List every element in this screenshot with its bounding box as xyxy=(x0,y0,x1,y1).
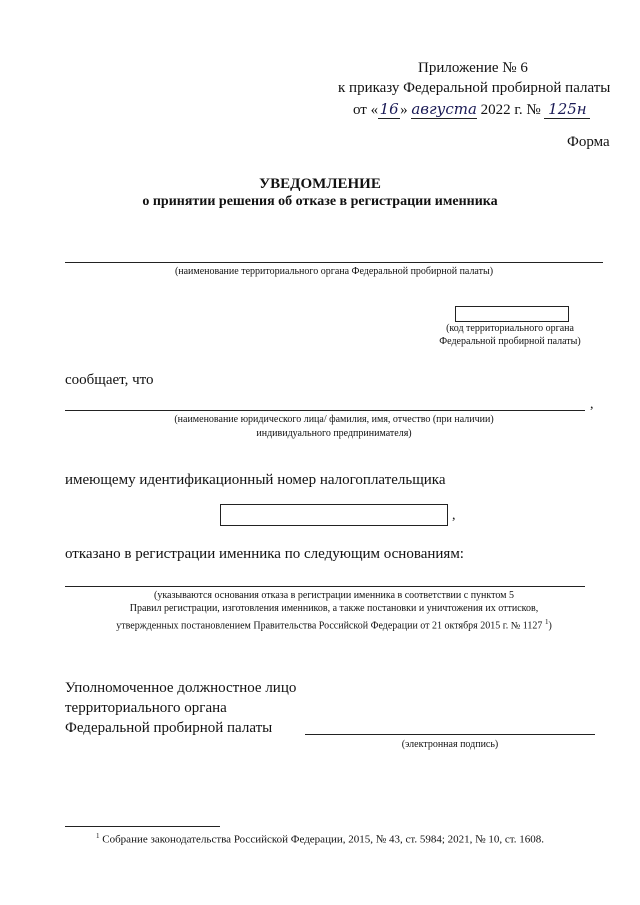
signature-line[interactable] xyxy=(305,734,595,735)
date-year: 2022 г. № xyxy=(480,102,541,118)
appendix-label: Приложение № 6 xyxy=(418,60,528,76)
document-subtitle: о принятии решения об отказе в регистрации именника xyxy=(142,194,498,209)
date-mid: » xyxy=(400,102,408,118)
grounds-line[interactable] xyxy=(65,586,585,587)
org-code-box[interactable] xyxy=(455,306,569,322)
inn-label: имеющему идентификационный номер налогоплательщика xyxy=(65,472,446,488)
entity-line-comma: , xyxy=(590,397,594,412)
signatory-line-3: Федеральной пробирной палаты xyxy=(65,720,273,736)
grounds-caption-1: (указываются основания отказа в регистрации именника в соответствии с пунктом 5 xyxy=(153,590,514,601)
date-prefix: от « xyxy=(353,102,379,118)
org-code-caption-2: Федеральной пробирной палаты) xyxy=(439,336,581,347)
footnote-separator xyxy=(65,826,220,827)
grounds-caption-3-line xyxy=(65,615,603,633)
order-reference: к приказу Федеральной пробирной палаты xyxy=(338,80,611,96)
date-month: августа xyxy=(411,100,477,118)
footnote-text: Собрание законодательства Российской Федерации, 2015, № 43, ст. 5984; 2021, № 10, ст. 1608. xyxy=(102,833,544,846)
signatory-line-1: Уполномоченное должностное лицо xyxy=(65,680,297,696)
date-day: 16 xyxy=(379,100,399,118)
org-code-caption-1: (код территориального органа xyxy=(446,323,574,334)
grounds-close: ) xyxy=(548,620,552,632)
reports-that-label: сообщает, что xyxy=(65,372,154,388)
refused-label: отказано в регистрации именника по следующим основаниям: xyxy=(65,546,464,562)
grounds-caption-2: Правил регистрации, изготовления именников, а также постановки и уничтожения их оттисков, xyxy=(129,603,539,614)
order-number: 125н xyxy=(544,100,590,119)
footnote xyxy=(96,832,544,846)
inn-comma: , xyxy=(452,508,456,523)
entity-name-line[interactable] xyxy=(65,410,585,411)
signature-caption: (электронная подпись) xyxy=(401,739,499,750)
document-title: УВЕДОМЛЕНИЕ xyxy=(259,176,381,192)
entity-caption-2: индивидуального предпринимателя) xyxy=(256,428,412,439)
org-name-line[interactable] xyxy=(65,262,603,263)
inn-box[interactable] xyxy=(220,504,448,526)
footnote-mark: 1 xyxy=(96,832,100,840)
signatory-line-2: территориального органа xyxy=(65,700,227,716)
order-date-line xyxy=(353,100,590,119)
form-label: Форма xyxy=(567,134,610,150)
entity-caption-1: (наименование юридического лица/ фамилия, имя, отчество (при наличии) xyxy=(174,414,494,425)
org-name-caption: (наименование территориального органа Федеральной пробирной палаты) xyxy=(174,266,494,277)
grounds-caption-3: утвержденных постановлением Правительства Российской Федерации от 21 октября 2015 г. № 1127 xyxy=(116,620,543,632)
grounds-footnote-mark: 1 xyxy=(544,618,549,626)
